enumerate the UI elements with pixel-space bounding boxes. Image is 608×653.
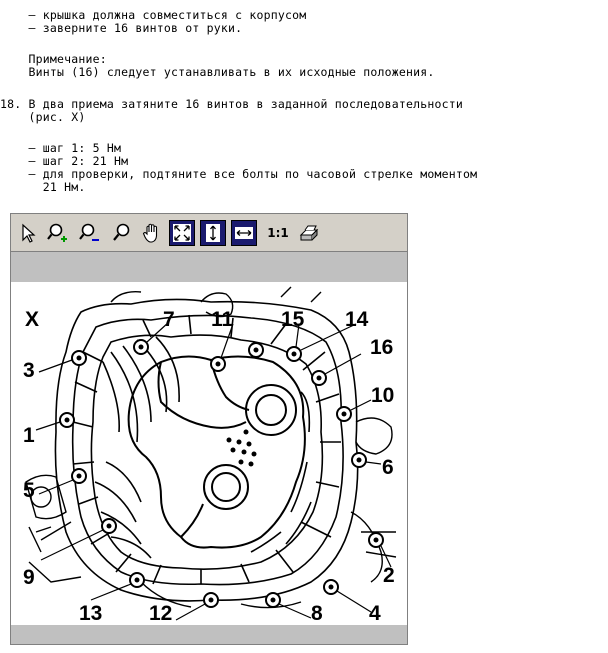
figure-label-x: X — [25, 308, 40, 331]
bolt-label-7: 7 — [163, 308, 175, 331]
bolt-label-5: 5 — [23, 479, 35, 502]
text-line: – крышка должна совместиться с корпусом — [0, 8, 307, 22]
fit-width-icon[interactable] — [231, 220, 257, 246]
text-line: – для проверки, подтяните все болты по часовой стрелке моментом — [0, 167, 478, 181]
text-line: Примечание: — [0, 52, 107, 66]
text-line: – шаг 1: 5 Нм — [0, 141, 122, 155]
viewer-bottom-strip — [11, 625, 407, 644]
bolt-label-16: 16 — [370, 336, 394, 359]
select-arrow-icon[interactable] — [15, 220, 41, 246]
fit-height-icon[interactable] — [200, 220, 226, 246]
image-viewer — [10, 213, 408, 645]
bolt-label-9: 9 — [23, 566, 35, 589]
text-line: 21 Нм. — [0, 180, 86, 194]
text-line: 18. В два приема затяните 16 винтов в заданной последовательности — [0, 97, 464, 111]
actual-size-button[interactable]: 1:1 — [267, 226, 289, 240]
text-line: – шаг 2: 21 Нм — [0, 154, 129, 168]
viewer-toolbar — [11, 214, 407, 252]
fit-page-icon[interactable] — [169, 220, 195, 246]
cover-holes — [227, 430, 257, 467]
diagram-pane[interactable] — [11, 282, 407, 625]
bolt-label-10: 10 — [371, 384, 395, 407]
bolt-label-1: 1 — [23, 424, 35, 447]
bolt-label-2: 2 — [383, 564, 395, 587]
bolt-label-4: 4 — [369, 602, 381, 625]
viewer-gray-strip — [11, 252, 407, 283]
bolt-label-8: 8 — [311, 602, 323, 625]
bolt-label-11: 11 — [211, 308, 234, 331]
bolt-label-15: 15 — [281, 308, 305, 331]
text-line: Винты (16) следует устанавливать в их исходные положения. — [0, 65, 435, 79]
text-line: – заверните 16 винтов от руки. — [0, 21, 243, 35]
bolt-label-3: 3 — [23, 359, 35, 382]
pan-hand-icon[interactable] — [139, 220, 165, 246]
zoom-in-icon[interactable] — [45, 220, 71, 246]
bolt-label-6: 6 — [382, 456, 394, 479]
print-icon[interactable] — [295, 220, 321, 246]
zoom-out-icon[interactable] — [77, 220, 103, 246]
bolt-label-13: 13 — [79, 602, 103, 625]
text-line: (рис. X) — [0, 110, 86, 124]
cover-plate — [129, 356, 305, 547]
bolt-label-14: 14 — [345, 308, 369, 331]
transmission-cover-diagram — [11, 282, 407, 625]
bolt-label-12: 12 — [149, 602, 173, 625]
zoom-icon[interactable] — [109, 220, 135, 246]
